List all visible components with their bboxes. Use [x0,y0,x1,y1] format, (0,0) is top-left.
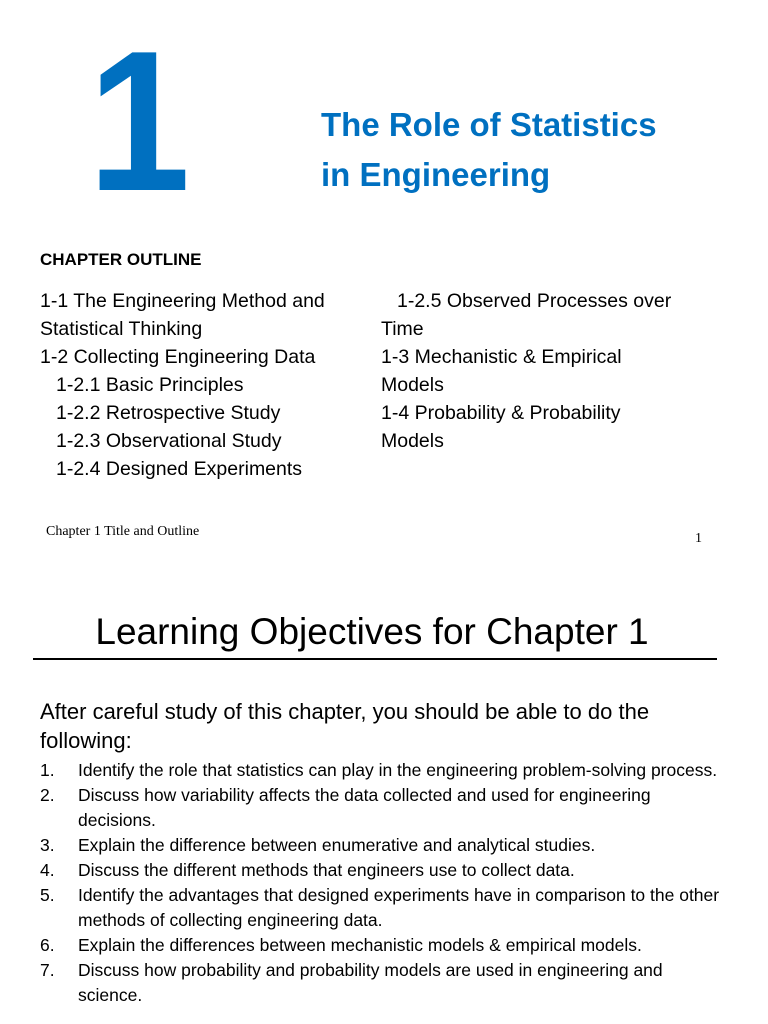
objective-text: Explain the difference between enumerative and analytical studies. [78,835,596,855]
objective-number: 3. [40,835,55,855]
outline-item: Statistical Thinking [40,318,203,340]
objectives-title: Learning Objectives for Chapter 1 [95,611,649,652]
objective-text: Identify the advantages that designed experiments have in comparison to the other methods of collecting engineering data. [78,885,720,930]
objective-text: Discuss the different methods that engineers use to collect data. [78,860,575,880]
outline-item: Models [381,374,444,396]
title-divider [33,658,717,660]
objective-number: 7. [40,960,55,980]
objective-item [40,933,730,958]
slide-footer: Chapter 1 Title and Outline [46,524,200,539]
objective-text: Discuss how probability and probability models are used in engineering and science. [78,960,663,1005]
objective-item [40,958,730,1008]
objectives-list [40,758,730,1008]
outline-right-column [381,287,731,455]
objective-item [40,833,730,858]
outline-item: Time [381,318,424,340]
objective-item [40,783,730,833]
objectives-intro: After careful study of this chapter, you should be able to do the following: [40,699,650,753]
page-number: 1 [695,531,702,546]
objective-number: 1. [40,760,55,780]
outline-left-column [40,287,375,483]
objective-number: 2. [40,785,55,805]
outline-item: 1-3 Mechanistic & Empirical [381,346,622,368]
objective-number: 5. [40,885,55,905]
chapter-title-line: in Engineering [321,156,551,193]
outline-heading: CHAPTER OUTLINE [40,250,202,269]
outline-subitem: 1-2.4 Designed Experiments [56,458,303,480]
objective-number: 6. [40,935,55,955]
outline-item: 1-4 Probability & Probability [381,402,621,424]
outline-subitem: 1-2.2 Retrospective Study [56,402,281,424]
chapter-title-line: The Role of Statistics [321,106,657,143]
objective-text: Identify the role that statistics can play in the engineering problem-solving process. [78,760,718,780]
outline-subitem: 1-2.5 Observed Processes over [397,290,672,312]
objective-item [40,858,730,883]
objective-text: Explain the differences between mechanistic models & empirical models. [78,935,642,955]
objective-number: 4. [40,860,55,880]
objective-item [40,758,730,783]
outline-subitem: 1-2.3 Observational Study [56,430,282,452]
objective-item [40,883,730,933]
outline-subitem: 1-2.1 Basic Principles [56,374,244,396]
outline-item: 1-1 The Engineering Method and [40,290,325,312]
objective-text: Discuss how variability affects the data collected and used for engineering decisions. [78,785,651,830]
chapter-title [321,100,741,200]
chapter-number: 1 [88,10,191,233]
outline-item: 1-2 Collecting Engineering Data [40,346,316,368]
outline-item: Models [381,430,444,452]
